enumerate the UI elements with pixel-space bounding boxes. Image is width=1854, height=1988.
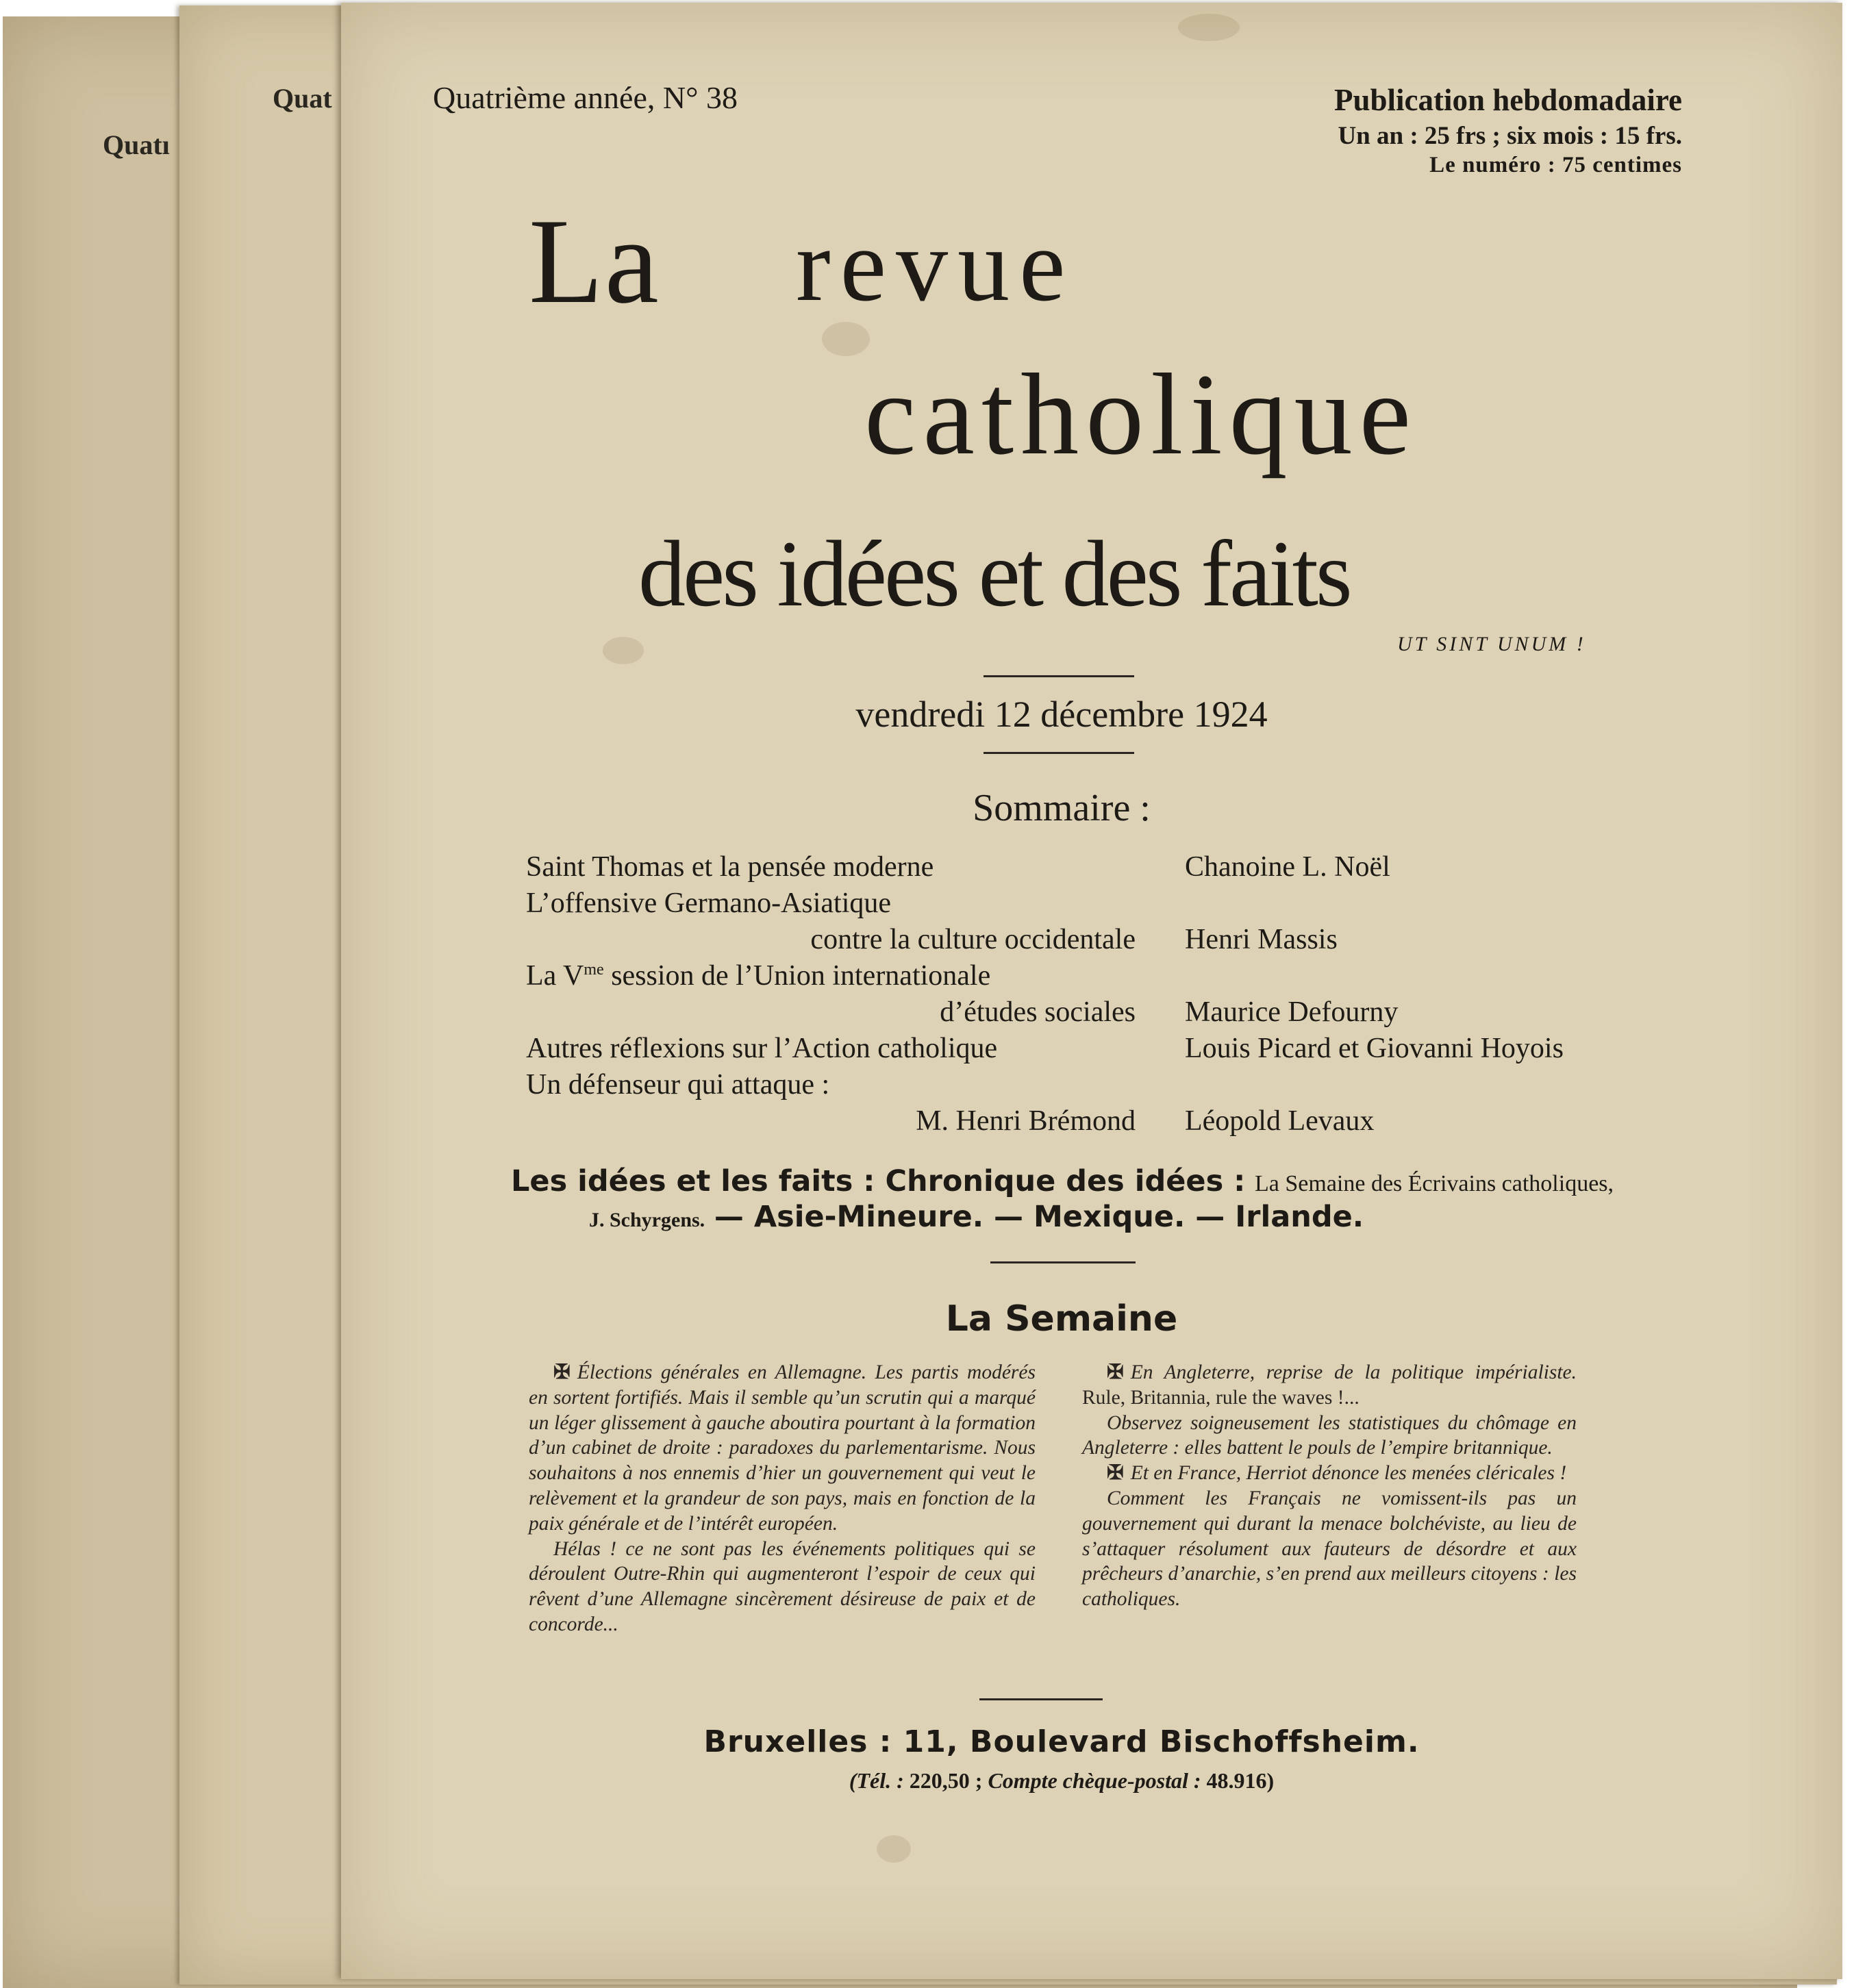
toc-article-author: Henri Massis bbox=[1185, 924, 1338, 955]
toc-row bbox=[526, 996, 1704, 1032]
issue-date: vendredi 12 décembre 1924 bbox=[855, 694, 1268, 735]
divider bbox=[984, 675, 1134, 677]
toc-row bbox=[526, 1105, 1704, 1141]
semaine-right-column bbox=[1082, 1360, 1577, 1612]
publication-frequency: Publication hebdomadaire bbox=[1334, 83, 1682, 117]
masthead-subtitle: des idées et des faits bbox=[638, 521, 1350, 626]
toc-article-title: Autres réflexions sur l’Action catholique bbox=[526, 1033, 998, 1064]
subscription-price: Un an : 25 frs ; six mois : 15 frs. bbox=[1338, 122, 1682, 150]
toc-article-title: Un défenseur qui attaque : bbox=[526, 1069, 830, 1100]
toc-article-author: Maurice Defourny bbox=[1185, 996, 1399, 1028]
contact-line: (Tél. : 220,50 ; Compte chèque-postal : 48.916) bbox=[849, 1768, 1275, 1793]
cross-icon: ✠ bbox=[1107, 1361, 1124, 1383]
paper-stain bbox=[1178, 14, 1240, 41]
divider bbox=[979, 1698, 1103, 1700]
paper-stain bbox=[877, 1835, 911, 1863]
table-of-contents bbox=[526, 851, 1704, 1141]
toc-row bbox=[526, 959, 1704, 996]
cross-icon: ✠ bbox=[1107, 1462, 1124, 1485]
toc-row bbox=[526, 1068, 1704, 1105]
toc-row bbox=[526, 1032, 1704, 1068]
semaine-paragraph: ✠ Et en France, Herriot dénonce les menées cléricales ! bbox=[1107, 1462, 1567, 1485]
paper-stain bbox=[822, 322, 870, 356]
semaine-paragraph: ✠ Élections générales en Allemagne. Les partis modérés en sortent fortifiés. Mais il semble qu’un scrutin qui a marqué un léger glissement à gauche aboutira pourtant à la formation d’un cabinet de droite : paradoxes du parlementarisme. Nous souhaitons à nos ennemis d’hier un gouvernement qui veut le relèvement et la grandeur de son pays, mais en fonction de la paix générale et de l’intérêt européen. bbox=[529, 1361, 1036, 1535]
toc-row bbox=[526, 887, 1704, 923]
back-issue-header-stub: Quatı bbox=[103, 129, 170, 160]
chronicle-line: J. Schyrgens. — Asie-Mineure. — Mexique. — Irlande. bbox=[589, 1200, 1364, 1234]
sommaire-heading: Sommaire : bbox=[973, 787, 1151, 829]
toc-row bbox=[526, 851, 1704, 887]
toc-article-author: Chanoine L. Noël bbox=[1185, 851, 1390, 883]
semaine-left-column bbox=[529, 1360, 1036, 1637]
toc-row bbox=[526, 923, 1704, 959]
toc-article-title: d’études sociales bbox=[940, 996, 1136, 1028]
semaine-paragraph: Comment les Français ne vomissent-ils pas un gouvernement qui durant la menace bolchéviste, au lieu de s’attaquer résolument aux fauteurs de désordre et aux prêcheurs d’anarchie, s’en prend aux meilleurs citoyens : les catholiques. bbox=[1082, 1487, 1577, 1611]
toc-article-author: Léopold Levaux bbox=[1185, 1105, 1375, 1137]
cross-icon: ✠ bbox=[553, 1361, 571, 1383]
divider bbox=[984, 752, 1134, 754]
semaine-paragraph: ✠ En Angleterre, reprise de la politique impérialiste. Rule, Britannia, rule the waves !... bbox=[1082, 1361, 1577, 1409]
chronicle-line: Les idées et les faits : Chronique des idées : La Semaine des Écrivains catholiques, bbox=[511, 1164, 1614, 1198]
masthead-catholique: catholique bbox=[864, 350, 1418, 479]
publisher-address: Bruxelles : 11, Boulevard Bischoffsheim. bbox=[703, 1724, 1420, 1759]
toc-article-title: La $V^{me}$ session de l’Union internationale bbox=[526, 960, 991, 992]
semaine-paragraph: Observez soigneusement les statistiques du chômage en Angleterre : elles battent le pouls de l’empire britannique. bbox=[1082, 1411, 1577, 1459]
divider bbox=[990, 1261, 1136, 1263]
masthead-la: La bbox=[529, 193, 660, 329]
toc-article-author: Louis Picard et Giovanni Hoyois bbox=[1185, 1033, 1564, 1064]
toc-article-title: contre la culture occidentale bbox=[810, 924, 1136, 955]
toc-article-title: Saint Thomas et la pensée moderne bbox=[526, 851, 934, 883]
back-issue-header-stub: Quat bbox=[273, 83, 332, 114]
toc-article-title: L’offensive Germano-Asiatique bbox=[526, 888, 892, 919]
issue-price: Le numéro : 75 centimes bbox=[1429, 153, 1682, 177]
issue-number: Quatrième année, N° 38 bbox=[433, 80, 738, 115]
paper-stain bbox=[603, 637, 644, 664]
masthead-revue: revue bbox=[796, 207, 1075, 323]
semaine-paragraph: Hélas ! ce ne sont pas les événements politiques qui se déroulent Outre-Rhin qui augmenteront l’espoir de ceux qui rêvent d’une Allemagne sincèrement désireuse de paix et de concorde... bbox=[529, 1537, 1036, 1635]
toc-article-title: M. Henri Brémond bbox=[916, 1105, 1136, 1137]
la-semaine-heading: La Semaine bbox=[945, 1298, 1178, 1339]
motto: UT SINT UNUM ! bbox=[1397, 633, 1586, 655]
